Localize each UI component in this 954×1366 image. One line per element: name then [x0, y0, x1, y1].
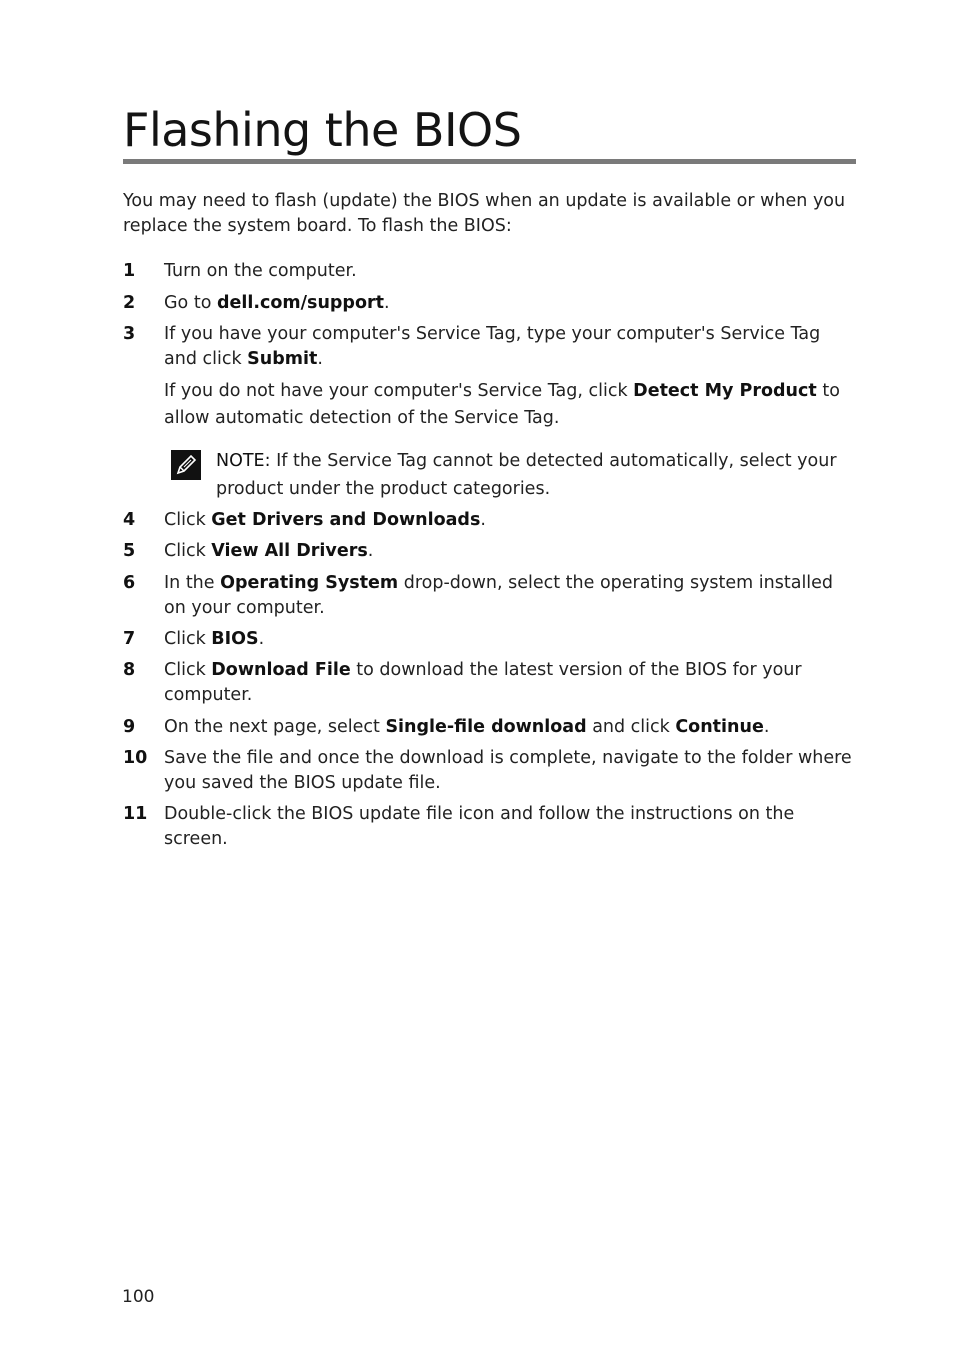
step-text: [164, 259, 856, 284]
step-text: [164, 715, 856, 740]
step-3-detail: [164, 378, 856, 432]
text-run: On the next page, select: [164, 717, 386, 737]
note-block: [171, 447, 856, 503]
text-run: to allow automatic detection of the Service Tag.: [164, 381, 840, 428]
text-run: Save the file and once the download is complete, navigate to the folder where you saved the BIOS update file.: [164, 748, 852, 793]
text-run: .: [367, 541, 374, 561]
text-run: Click: [164, 629, 212, 649]
text-run: .: [763, 717, 770, 737]
text-run: .: [383, 293, 390, 313]
bold-term: Download File: [211, 660, 351, 680]
text-run: Double-click the BIOS update file icon and follow the instructions on the screen.: [164, 804, 795, 849]
step-6: [123, 571, 856, 621]
bold-term: View All Drivers: [211, 541, 368, 561]
step-number: 8: [123, 660, 136, 680]
step-10: [123, 746, 856, 796]
step-number: 6: [123, 573, 136, 593]
step-number: 1: [123, 261, 136, 281]
text-run: Click: [164, 541, 212, 561]
step-text: [164, 746, 856, 796]
note-text: If the Service Tag cannot be detected automatically, select your product under the product categories.: [216, 451, 837, 499]
bold-term: Continue: [675, 717, 764, 737]
step-text: [164, 571, 856, 621]
step-8: [123, 658, 856, 708]
text-run: Click: [164, 510, 212, 530]
note-label: NOTE:: [216, 451, 271, 471]
step-number: 10: [123, 748, 148, 768]
step-3: [123, 322, 856, 372]
bold-term: Get Drivers and Downloads: [211, 510, 481, 530]
text-run: .: [480, 510, 486, 530]
step-text: [164, 658, 856, 708]
text-run: Click: [164, 660, 212, 680]
step-number: 5: [123, 541, 136, 561]
text-run: to download the latest version of the BIOS for your computer.: [164, 660, 802, 705]
bold-term: Submit: [247, 349, 318, 369]
bold-term: Single-file download: [385, 717, 587, 737]
step-4: [123, 508, 856, 533]
step-5: [123, 539, 856, 564]
text-run: .: [317, 349, 323, 369]
step-number: 4: [123, 510, 136, 530]
text-run: If you do not have your computer's Service Tag, click: [164, 381, 634, 401]
text-run: Turn on the computer.: [164, 261, 357, 281]
step-2: [123, 291, 856, 316]
text-run: In the: [164, 573, 221, 593]
step-9: [123, 715, 856, 740]
text-run: Go to: [164, 293, 217, 313]
step-11: [123, 802, 856, 852]
step-7: [123, 627, 856, 652]
step-number: 7: [123, 629, 136, 649]
page-title: Flashing the BIOS: [123, 103, 522, 157]
text-run: drop-down, select the operating system installed on your computer.: [164, 573, 834, 618]
intro-paragraph: You may need to flash (update) the BIOS when an update is available or when you replace the system board. To flash the BIOS:: [123, 191, 846, 236]
step-text: [164, 508, 856, 533]
step-number: 11: [123, 804, 148, 824]
step-text: [164, 627, 856, 652]
title-underline: [123, 159, 856, 164]
text-run: and click: [586, 717, 676, 737]
step-text: [164, 322, 856, 372]
bold-term: Detect My Product: [633, 381, 817, 401]
bold-term: Operating System: [220, 573, 399, 593]
step-text: [164, 291, 856, 316]
step-number: 9: [123, 717, 136, 737]
bold-term: BIOS: [211, 629, 259, 649]
step-number: 3: [123, 324, 136, 344]
step-1: [123, 259, 856, 284]
text-run: .: [258, 629, 265, 649]
bold-term: dell.com/support: [216, 293, 384, 313]
pencil-note-icon: [171, 450, 201, 480]
page-number: 100: [122, 1287, 155, 1307]
step-text: [164, 802, 856, 852]
text-run: If you have your computer's Service Tag, type your computer's Service Tag and click: [164, 324, 821, 369]
step-text: [164, 539, 856, 564]
step-number: 2: [123, 293, 136, 313]
